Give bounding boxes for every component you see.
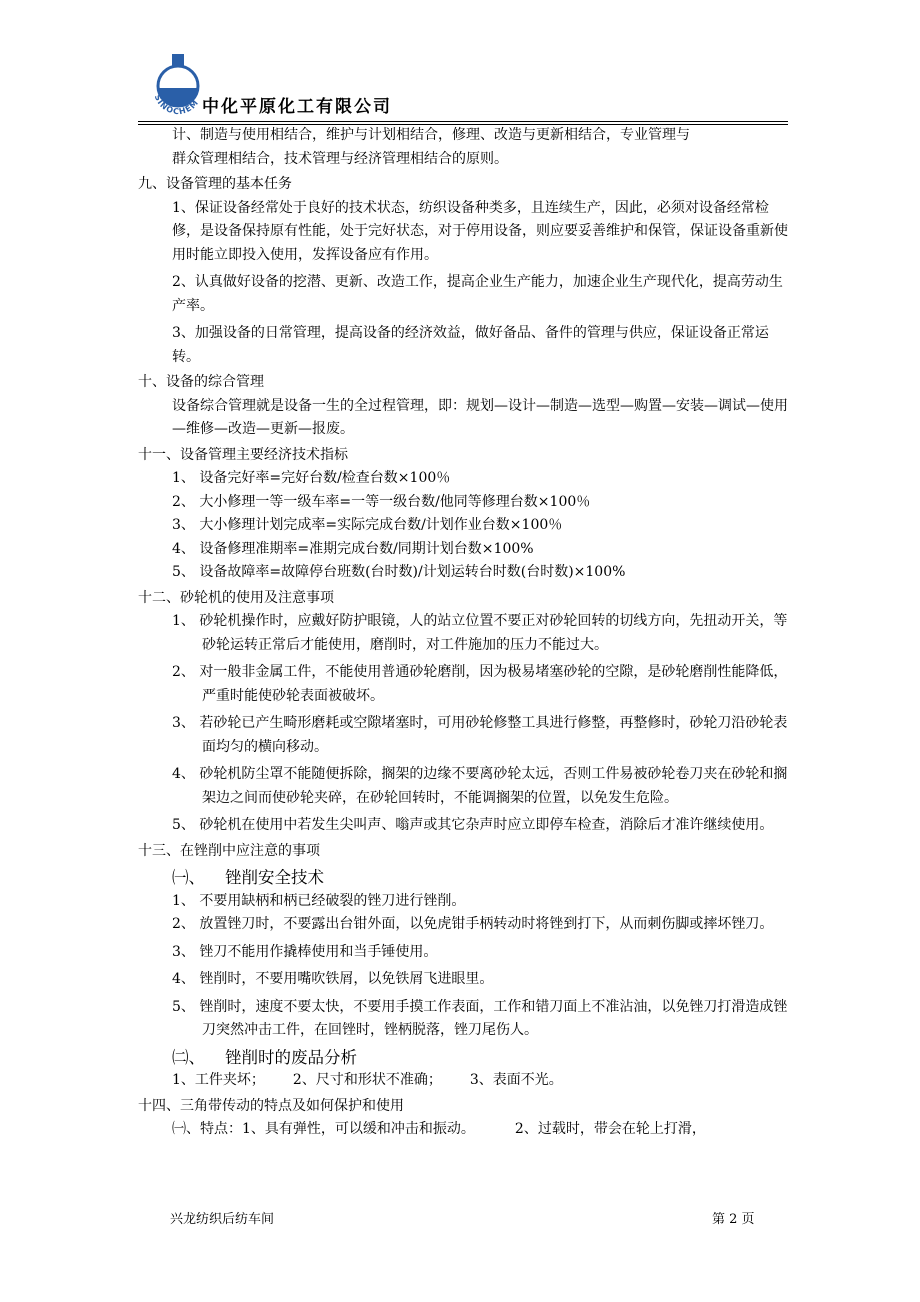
sinochem-flask-logo-icon: [146, 50, 210, 122]
page-number: 第 2 页: [712, 1212, 755, 1227]
list-item: 1、 设备完好率=完好台数/检查台数×100％: [172, 470, 451, 486]
section-heading-13: 十三、在锉削中应注意的事项: [138, 842, 320, 859]
defect-item: 1、工件夹坏；: [172, 1072, 265, 1088]
logo-text: SINOCHEM: [152, 93, 201, 117]
defect-list: [138, 1069, 788, 1093]
paragraph: 设备综合管理就是设备一生的全过程管理，即：规划—设计—制造—选型—购置—安装—调试—使用—维修—改造—更新—报废。: [172, 397, 788, 437]
section-heading-10: 十、设备的综合管理: [138, 374, 264, 390]
subsection-title: 锉削安全技术: [225, 868, 324, 887]
feature-text: 2、过载时，带会在轮上打滑，: [514, 1121, 706, 1137]
paragraph-line: 计、制造与使用相结合，维护与计划相结合，修理、改造与更新相结合，专业管理与: [172, 127, 690, 143]
subsection-heading: [138, 1046, 788, 1070]
list-item: 5、 锉削时，速度不要太快，不要用手摸工作表面，工作和错刀面上不准沾油，以免锉刀打滑造成锉刀突然冲击工件，在回锉时，锉柄脱落，锉刀尾伤人。: [172, 998, 788, 1038]
defect-item: 2、尺寸和形状不准确；: [292, 1072, 442, 1088]
section-heading-12: 十二、砂轮机的使用及注意事项: [138, 589, 334, 606]
list-item: 3、 大小修理计划完成率=实际完成台数/计划作业台数×100％: [172, 517, 563, 533]
list-item: 4、 锉削时，不要用嘴吹铁屑，以免铁屑飞进眼里。: [172, 971, 494, 987]
subsection-heading: [138, 866, 788, 890]
company-name: 中化平原化工有限公司: [202, 97, 392, 117]
document-body: [138, 124, 788, 1142]
defect-item: 3、表面不光。: [469, 1072, 563, 1088]
paragraph-line: [138, 1118, 788, 1142]
list-item: 5、 设备故障率=故障停台班数(台时数)/计划运转台时数(台时数)×100%: [172, 564, 626, 580]
section-heading-11: 十一、设备管理主要经济技术指标: [138, 446, 348, 463]
list-item: 5、 砂轮机在使用中若发生尖叫声、嗡声或其它杂声时应立即停车检查，消除后才准许继续使用。: [172, 817, 774, 833]
footer-workshop: 兴龙纺织后纺车间: [170, 1212, 275, 1227]
header-rule: [138, 121, 788, 122]
section-heading-14: 十四、三角带传动的特点及如何保护和使用: [138, 1097, 404, 1114]
page-header: [138, 50, 788, 126]
list-item: 4、 砂轮机防尘罩不能随便拆除，搁架的边缘不要离砂轮太远，否则工件易被砂轮卷刀夹在砂轮和搁架边之间而使砂轮夹碎，在砂轮回转时，不能调搁架的位置，以免发生危险。: [172, 766, 788, 806]
list-item: 1、 不要用缺柄和柄已经破裂的锉刀进行锉削。: [172, 892, 466, 909]
paragraph-line: 群众管理相结合，技术管理与经济管理相结合的原则。: [172, 150, 508, 167]
section-heading-9: 九、设备管理的基本任务: [138, 176, 292, 192]
list-item: 2、 放置锉刀时，不要露出台钳外面，以免虎钳手柄转动时将锉到打下，从而刺伤脚或摔坏锉刀。: [172, 916, 774, 932]
list-item: 3、加强设备的日常管理，提高设备的经济效益，做好备品、备件的管理与供应，保证设备正常运转。: [172, 325, 769, 365]
list-item: 1、 砂轮机操作时，应戴好防护眼镜，人的站立位置不要正对砂轮回转的切线方向，先扭动开关，等砂轮运转正常后才能使用，磨削时，对工件施加的压力不能过大。: [172, 613, 788, 653]
list-item: 1、保证设备经常处于良好的技术状态，纺织设备种类多，且连续生产，因此，必须对设备经常检修，是设备保持原有性能，处于完好状态，对于停用设备，则应要妥善维护和保管，保证设备重新使用时能立即投入使用，发挥设备应有作用。: [172, 199, 788, 263]
feature-text: ㈠、特点：1、具有弹性，可以缓和冲击和振动。: [172, 1121, 475, 1137]
list-item: 2、认真做好设备的挖潜、更新、改造工作，提高企业生产能力，加速企业生产现代化，提高劳动生产率。: [172, 274, 783, 314]
list-item: 3、 锉刀不能用作撬棒使用和当手锤使用。: [172, 943, 438, 960]
list-item: 4、 设备修理准期率=准期完成台数/同期计划台数×100%: [172, 540, 534, 557]
subsection-title: 锉削时的废品分析: [225, 1047, 357, 1067]
subsection-number: ㈡、: [172, 1047, 205, 1067]
list-item: 2、 对一般非金属工件，不能使用普通砂轮磨削，因为极易堵塞砂轮的空隙，是砂轮磨削性能降低，严重时能使砂轮表面被破坏。: [172, 664, 788, 704]
list-item: 3、 若砂轮已产生畸形磨耗或空隙堵塞时，可用砂轮修整工具进行修整，再整修时，砂轮刀沿砂轮表面均匀的横向移动。: [172, 715, 788, 755]
list-item: 2、 大小修理一等一级车率=一等一级台数/他同等修理台数×100％: [172, 493, 591, 510]
subsection-number: ㈠、: [172, 868, 205, 887]
